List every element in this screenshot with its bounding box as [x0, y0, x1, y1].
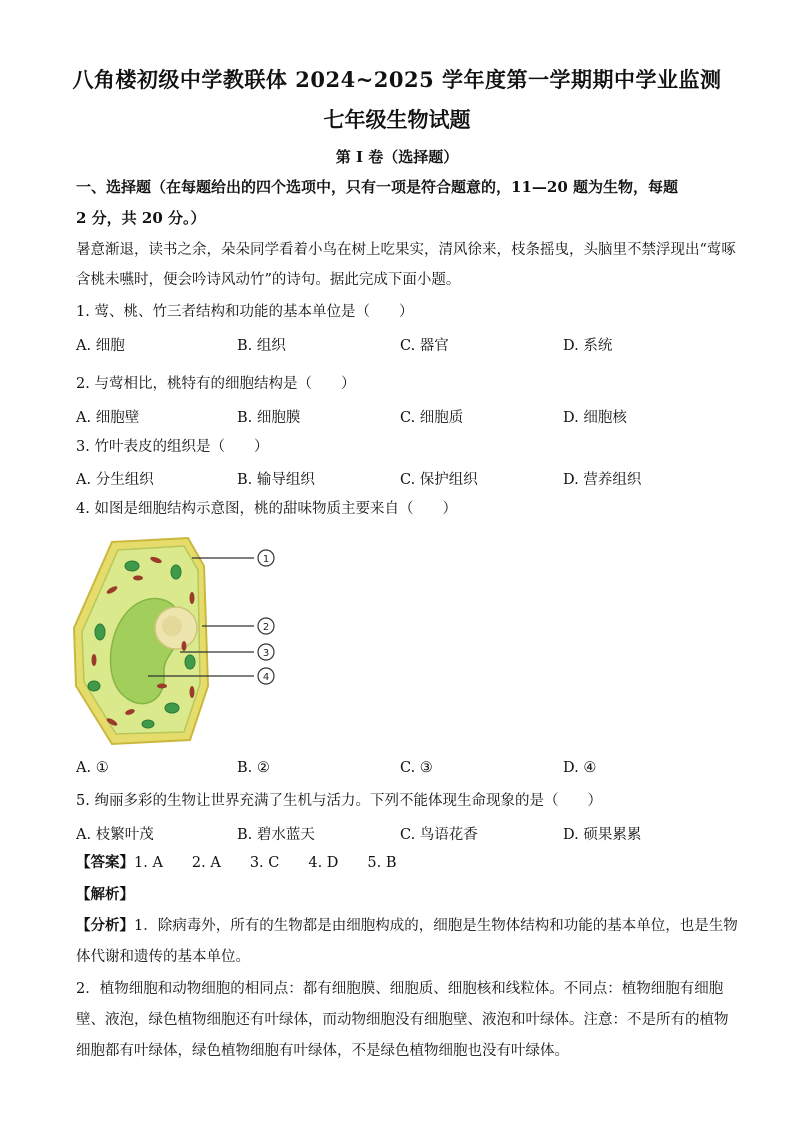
label-3: 3: [262, 648, 270, 659]
option-c[interactable]: C. 保护组织: [400, 472, 478, 488]
option-d[interactable]: D. 系统: [563, 338, 613, 354]
plant-cell-diagram: [72, 536, 292, 748]
option-d[interactable]: D. 细胞核: [563, 410, 627, 426]
option-c[interactable]: C. 器官: [400, 338, 449, 354]
option-b[interactable]: B. 碧水蓝天: [237, 827, 315, 843]
option-a[interactable]: A. 细胞: [76, 338, 125, 354]
option-d[interactable]: D. 硕果累累: [563, 827, 642, 843]
option-c[interactable]: C. 细胞质: [400, 410, 464, 426]
option-c[interactable]: C. 鸟语花香: [400, 827, 478, 843]
question-stem: 5. 绚丽多彩的生物让世界充满了生机与活力。下列不能体现生命现象的是（ ）: [76, 793, 602, 809]
question-stem: 3. 竹叶表皮的组织是（ ）: [76, 439, 269, 455]
part-heading-cont: 2 分，共 20 分。）: [76, 209, 206, 227]
option-d[interactable]: D. 营养组织: [563, 472, 642, 488]
intro-text-cont: 含桃未嚥时，便会吟诗风动竹”的诗句。据此完成下面小题。: [76, 272, 461, 288]
option-a[interactable]: A. 分生组织: [76, 472, 154, 488]
answer-text: 1. A 2. A 3. C 4. D 5. B: [134, 855, 397, 871]
label-2: 2: [262, 622, 270, 633]
exam-subtitle: 七年级生物试题: [323, 107, 471, 132]
analysis-text: 2．植物细胞和动物细胞的相同点：都有细胞膜、细胞质、细胞核和线粒体。不同点：植物细胞有细胞: [76, 981, 724, 997]
analysis-text: 壁、液泡，绿色植物细胞还有叶绿体，而动物细胞没有细胞壁、液泡和叶绿体。注意：不是所有的植物: [76, 1012, 729, 1028]
analysis-text: 细胞都有叶绿体，绿色植物细胞有叶绿体，不是绿色植物细胞也没有叶绿体。: [76, 1043, 569, 1059]
question-stem: 1. 莺、桃、竹三者结构和功能的基本单位是（ ）: [76, 304, 414, 320]
option-c[interactable]: C. ③: [400, 760, 433, 776]
answer-line: [76, 853, 736, 873]
section-title: 第 I 卷（选择题）: [335, 148, 459, 166]
label-1: 1: [262, 554, 270, 565]
part-heading: 一、选择题（在每题给出的四个选项中，只有一项是符合题意的，11—20 题为生物，每题: [76, 178, 678, 196]
option-a[interactable]: A. 细胞壁: [76, 410, 140, 426]
question-stem: 2. 与莺相比，桃特有的细胞结构是（ ）: [76, 376, 356, 392]
option-b[interactable]: B. ②: [237, 760, 270, 776]
intro-text: 暑意渐退，读书之余，朵朵同学看着小鸟在树上吃果实，清风徐来，枝条摇曳，头脑里不禁浮现出“莺啄: [76, 242, 736, 258]
option-a[interactable]: A. 枝繁叶茂: [76, 827, 154, 843]
analysis-paragraph: 【分析】1．除病毒外，所有的生物都是由细胞构成的，细胞是生物体结构和功能的基本单位，也是生物: [76, 917, 738, 934]
exam-title: 八角楼初级中学教联体 2024~2025 学年度第一学期期中学业监测: [72, 67, 722, 92]
analysis-subtag: 【分析】: [76, 917, 134, 934]
analysis-tag: 【解析】: [76, 886, 134, 903]
option-a[interactable]: A. ①: [76, 760, 109, 776]
answer-tag: 【答案】: [76, 854, 134, 871]
option-b[interactable]: B. 细胞膜: [237, 410, 301, 426]
option-b[interactable]: B. 组织: [237, 338, 286, 354]
question-stem: 4. 如图是细胞结构示意图，桃的甜味物质主要来自（ ）: [76, 501, 457, 517]
analysis-text: 体代谢和遗传的基本单位。: [76, 949, 250, 965]
label-4: 4: [262, 672, 270, 683]
option-d[interactable]: D. ④: [563, 760, 597, 776]
option-b[interactable]: B. 输导组织: [237, 472, 315, 488]
